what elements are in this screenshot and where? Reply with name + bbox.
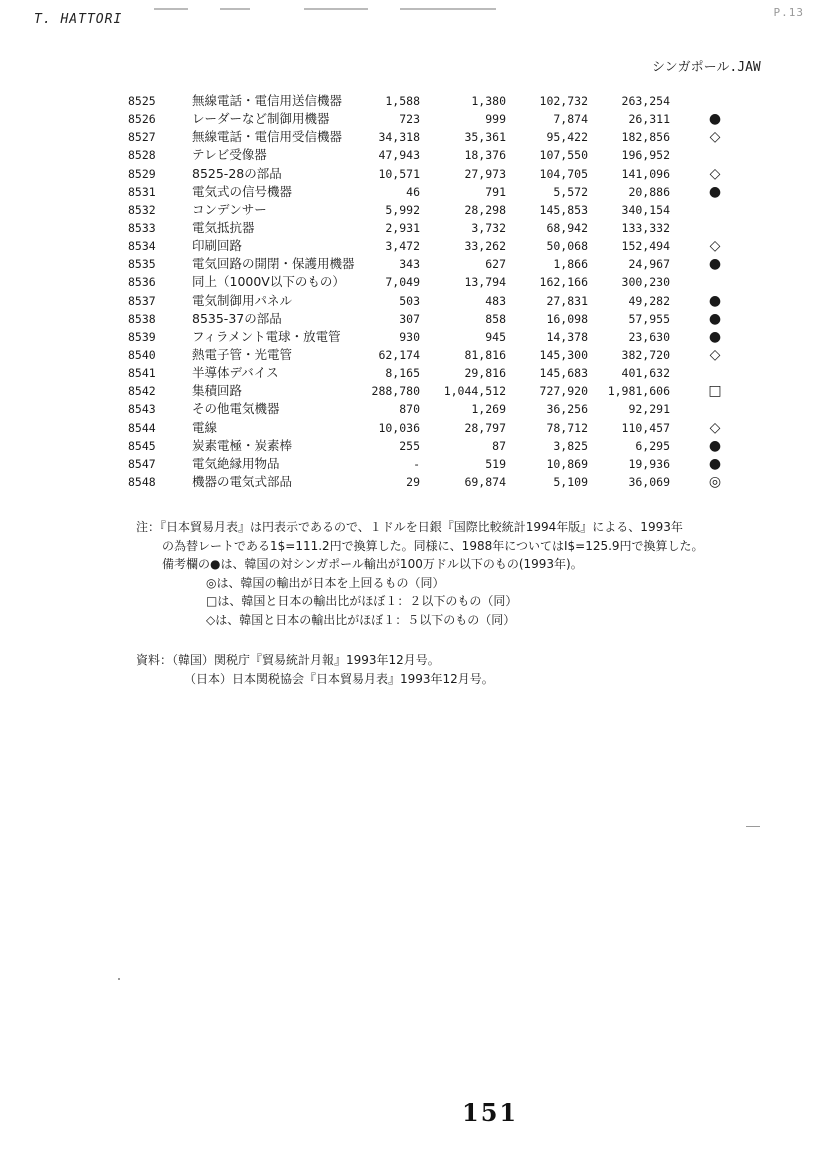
remark-mark-cell	[670, 364, 760, 382]
note-line: ◇は、韓国と日本の輸出比がほぼ１：５以下のもの（同）	[206, 612, 516, 627]
note-line: 備考欄の●は、韓国の対シンガポール輸出が100万ドル以下のもの(1993年)。	[162, 557, 583, 571]
table-row	[128, 346, 760, 364]
product-name-cell: 電線	[192, 419, 218, 435]
value-cell: 182,856	[621, 130, 670, 145]
hs-code-cell: 8539	[128, 329, 156, 344]
product-name-cell: レーダーなど制御用機器	[192, 111, 330, 127]
remark-mark-cell: ◇	[709, 419, 721, 436]
remark-mark-cell: ●	[708, 292, 722, 309]
value-cell: 95,422	[546, 130, 588, 145]
remark-mark-cell	[670, 201, 760, 219]
scan-artifact	[746, 826, 760, 827]
value-cell: 1,269	[471, 402, 506, 417]
fax-page-indicator: P.13	[773, 6, 804, 19]
value-cell: 36,256	[546, 402, 588, 417]
remark-mark-cell: □	[708, 383, 722, 400]
remark-mark-cell: ●	[708, 183, 722, 200]
value-cell: 945	[485, 329, 506, 344]
fax-noise-mark	[154, 8, 188, 10]
value-cell: 340,154	[621, 202, 670, 217]
notes-block	[136, 518, 776, 629]
value-cell: 18,376	[464, 148, 506, 163]
hs-code-cell: 8541	[128, 366, 156, 381]
note-line: 注：『日本貿易月表』は円表示であるので、１ドルを日銀『国際比較統計1994年版』による、1993年	[136, 520, 683, 534]
value-cell: 288,780	[371, 384, 420, 399]
value-cell: 1,380	[471, 94, 506, 109]
fax-sender-text: T. HATTORI	[34, 12, 123, 27]
hs-code-cell: 8532	[128, 202, 156, 217]
product-name-cell: 電気絶縁用物品	[192, 455, 280, 471]
value-cell: 24,967	[628, 257, 670, 272]
table-row	[128, 183, 760, 201]
value-cell: 401,632	[621, 366, 670, 381]
hs-code-cell: 8540	[128, 348, 156, 363]
value-cell: 29,816	[464, 366, 506, 381]
value-cell: 382,720	[621, 348, 670, 363]
value-cell: 162,166	[539, 275, 588, 290]
remark-mark-cell	[670, 273, 760, 291]
remark-mark-cell	[670, 400, 760, 418]
table-row	[128, 382, 760, 400]
value-cell: 19,936	[628, 456, 670, 471]
value-cell: 10,869	[546, 456, 588, 471]
value-cell: 87	[492, 438, 506, 453]
value-cell: 5,572	[553, 184, 588, 199]
value-cell: 35,361	[464, 130, 506, 145]
table-row	[128, 128, 760, 146]
value-cell: 300,230	[621, 275, 670, 290]
remark-mark-cell: ◇	[709, 238, 721, 255]
fax-noise-mark	[304, 8, 368, 10]
remark-mark-cell: ◇	[709, 165, 721, 182]
value-cell: 16,098	[546, 311, 588, 326]
table-row	[128, 110, 760, 128]
value-cell: 23,630	[628, 329, 670, 344]
product-name-cell: 半導体デバイス	[192, 365, 279, 381]
product-name-cell: 電気制御用パネル	[192, 292, 293, 308]
table-row	[128, 455, 760, 473]
document-tag: シンガポール.JAW	[652, 60, 761, 75]
remark-mark-cell: ◎	[708, 474, 722, 491]
value-cell: 81,816	[464, 348, 506, 363]
value-cell: 20,886	[628, 184, 670, 199]
value-cell: 47,943	[378, 148, 420, 163]
value-cell: 1,981,606	[607, 384, 670, 399]
table-row	[128, 473, 760, 491]
table-row	[128, 310, 760, 328]
value-cell: 7,874	[553, 112, 588, 127]
product-name-cell: 集積回路	[192, 383, 243, 399]
value-cell: 141,096	[621, 166, 670, 181]
product-name-cell: フィラメント電球・放電管	[192, 328, 341, 344]
value-cell: 307	[399, 311, 420, 326]
value-cell: 62,174	[378, 348, 420, 363]
scan-artifact	[118, 978, 120, 980]
table-row	[128, 364, 760, 382]
value-cell: 28,797	[464, 420, 506, 435]
value-cell: 49,282	[628, 293, 670, 308]
value-cell: 110,457	[621, 420, 670, 435]
export-table-body	[128, 92, 760, 491]
table-row	[128, 92, 760, 110]
value-cell: 255	[399, 438, 420, 453]
product-name-cell: 電気抵抗器	[192, 220, 255, 236]
value-cell: 870	[399, 402, 420, 417]
table-row	[128, 328, 760, 346]
page-number: 151	[462, 1098, 519, 1127]
value-cell: 5,109	[553, 475, 588, 490]
note-line: の為替レートである1$=111.2円で換算した。同様に、1988年についてはI$=125.9円で換算した。	[162, 538, 704, 553]
export-table	[128, 92, 760, 491]
fax-header	[34, 6, 804, 30]
table-row	[128, 219, 760, 237]
value-cell: 8,165	[385, 366, 420, 381]
table-row	[128, 255, 760, 273]
remark-mark-cell	[670, 219, 760, 237]
value-cell: 723	[399, 112, 420, 127]
hs-code-cell: 8526	[128, 112, 156, 127]
hs-code-cell: 8544	[128, 420, 156, 435]
value-cell: 69,874	[464, 475, 506, 490]
table-row	[128, 165, 760, 183]
product-name-cell: 電気式の信号機器	[192, 183, 293, 199]
value-cell: 7,049	[385, 275, 420, 290]
hs-code-cell: 8548	[128, 475, 156, 490]
hs-code-cell: 8534	[128, 239, 156, 254]
table-row	[128, 400, 760, 418]
hs-code-cell: 8545	[128, 438, 156, 453]
remark-mark-cell	[670, 146, 760, 164]
value-cell: 3,732	[471, 221, 506, 236]
hs-code-cell: 8529	[128, 166, 156, 181]
product-name-cell: 同上（1000V以下のもの）	[192, 274, 345, 290]
value-cell: 14,378	[546, 329, 588, 344]
remark-mark-cell: ●	[708, 455, 722, 472]
value-cell: 78,712	[546, 420, 588, 435]
remark-mark-cell: ◇	[709, 347, 721, 364]
value-cell: 10,036	[378, 420, 420, 435]
product-name-cell: 電気回路の開閉・保護用機器	[192, 256, 355, 272]
value-cell: 104,705	[539, 166, 588, 181]
fax-noise-mark	[220, 8, 250, 10]
table-row	[128, 419, 760, 437]
product-name-cell: 8525-28の部品	[192, 165, 282, 181]
table-row	[128, 146, 760, 164]
value-cell: 519	[485, 456, 506, 471]
source-line: 資料：（韓国）関税庁『貿易統計月報』1993年12月号。	[136, 653, 440, 667]
value-cell: 27,831	[546, 293, 588, 308]
value-cell: 930	[399, 329, 420, 344]
value-cell: 145,853	[539, 202, 588, 217]
value-cell: 68,942	[546, 221, 588, 236]
value-cell: 483	[485, 293, 506, 308]
table-row	[128, 273, 760, 291]
value-cell: -	[413, 456, 420, 471]
value-cell: 92,291	[628, 402, 670, 417]
value-cell: 102,732	[539, 94, 588, 109]
hs-code-cell: 8538	[128, 311, 156, 326]
remark-mark-cell: ●	[708, 328, 722, 345]
value-cell: 791	[485, 184, 506, 199]
value-cell: 36,069	[628, 475, 670, 490]
value-cell: 196,952	[621, 148, 670, 163]
hs-code-cell: 8525	[128, 94, 156, 109]
note-line: ◎は、韓国の輸出が日本を上回るもの（同）	[206, 575, 445, 590]
product-name-cell: 炭素電極・炭素棒	[192, 437, 293, 453]
remark-mark-cell: ◇	[709, 129, 721, 146]
value-cell: 145,300	[539, 348, 588, 363]
value-cell: 152,494	[621, 239, 670, 254]
fax-noise-mark	[400, 8, 496, 10]
product-name-cell: 熱電子管・光電管	[192, 347, 293, 363]
value-cell: 34,318	[378, 130, 420, 145]
value-cell: 3,825	[553, 438, 588, 453]
table-row	[128, 437, 760, 455]
value-cell: 3,472	[385, 239, 420, 254]
remark-mark-cell: ●	[708, 111, 722, 128]
product-name-cell: コンデンサー	[192, 201, 267, 217]
value-cell: 627	[485, 257, 506, 272]
hs-code-cell: 8528	[128, 148, 156, 163]
value-cell: 10,571	[378, 166, 420, 181]
value-cell: 145,683	[539, 366, 588, 381]
value-cell: 28,298	[464, 202, 506, 217]
hs-code-cell: 8537	[128, 293, 156, 308]
value-cell: 27,973	[464, 166, 506, 181]
hs-code-cell: 8527	[128, 130, 156, 145]
value-cell: 999	[485, 112, 506, 127]
value-cell: 57,955	[628, 311, 670, 326]
product-name-cell: 8535-37の部品	[192, 310, 282, 326]
note-line: □は、韓国と日本の輸出比がほぼ１：２以下のもの（同）	[206, 594, 518, 608]
hs-code-cell: 8547	[128, 456, 156, 471]
value-cell: 26,311	[628, 112, 670, 127]
value-cell: 33,262	[464, 239, 506, 254]
value-cell: 13,794	[464, 275, 506, 290]
product-name-cell: テレビ受像器	[192, 147, 267, 163]
table-row	[128, 292, 760, 310]
source-line: （日本）日本関税協会『日本貿易月表』1993年12月号。	[184, 672, 494, 686]
product-name-cell: 無線電話・電信用受信機器	[192, 129, 343, 145]
value-cell: 503	[399, 293, 420, 308]
remark-mark-cell: ●	[708, 256, 722, 273]
product-name-cell: 機器の電気式部品	[192, 474, 293, 490]
value-cell: 2,931	[385, 221, 420, 236]
value-cell: 343	[399, 257, 420, 272]
hs-code-cell: 8536	[128, 275, 156, 290]
table-row	[128, 201, 760, 219]
hs-code-cell: 8535	[128, 257, 156, 272]
value-cell: 50,068	[546, 239, 588, 254]
value-cell: 858	[485, 311, 506, 326]
hs-code-cell: 8533	[128, 221, 156, 236]
product-name-cell: その他電気機器	[192, 401, 280, 417]
value-cell: 263,254	[621, 94, 670, 109]
table-row	[128, 237, 760, 255]
value-cell: 727,920	[539, 384, 588, 399]
value-cell: 1,866	[553, 257, 588, 272]
hs-code-cell: 8531	[128, 184, 156, 199]
sources-block	[136, 651, 776, 689]
value-cell: 46	[406, 184, 420, 199]
hs-code-cell: 8543	[128, 402, 156, 417]
remark-mark-cell: ●	[708, 310, 722, 327]
product-name-cell: 印刷回路	[192, 238, 243, 254]
value-cell: 133,332	[621, 221, 670, 236]
value-cell: 1,588	[385, 94, 420, 109]
value-cell: 5,992	[385, 202, 420, 217]
value-cell: 107,550	[539, 148, 588, 163]
remark-mark-cell: ●	[708, 437, 722, 454]
value-cell: 1,044,512	[443, 384, 506, 399]
product-name-cell: 無線電話・電信用送信機器	[192, 93, 343, 109]
hs-code-cell: 8542	[128, 384, 156, 399]
value-cell: 6,295	[635, 438, 670, 453]
value-cell: 29	[406, 475, 420, 490]
remark-mark-cell	[670, 92, 760, 110]
